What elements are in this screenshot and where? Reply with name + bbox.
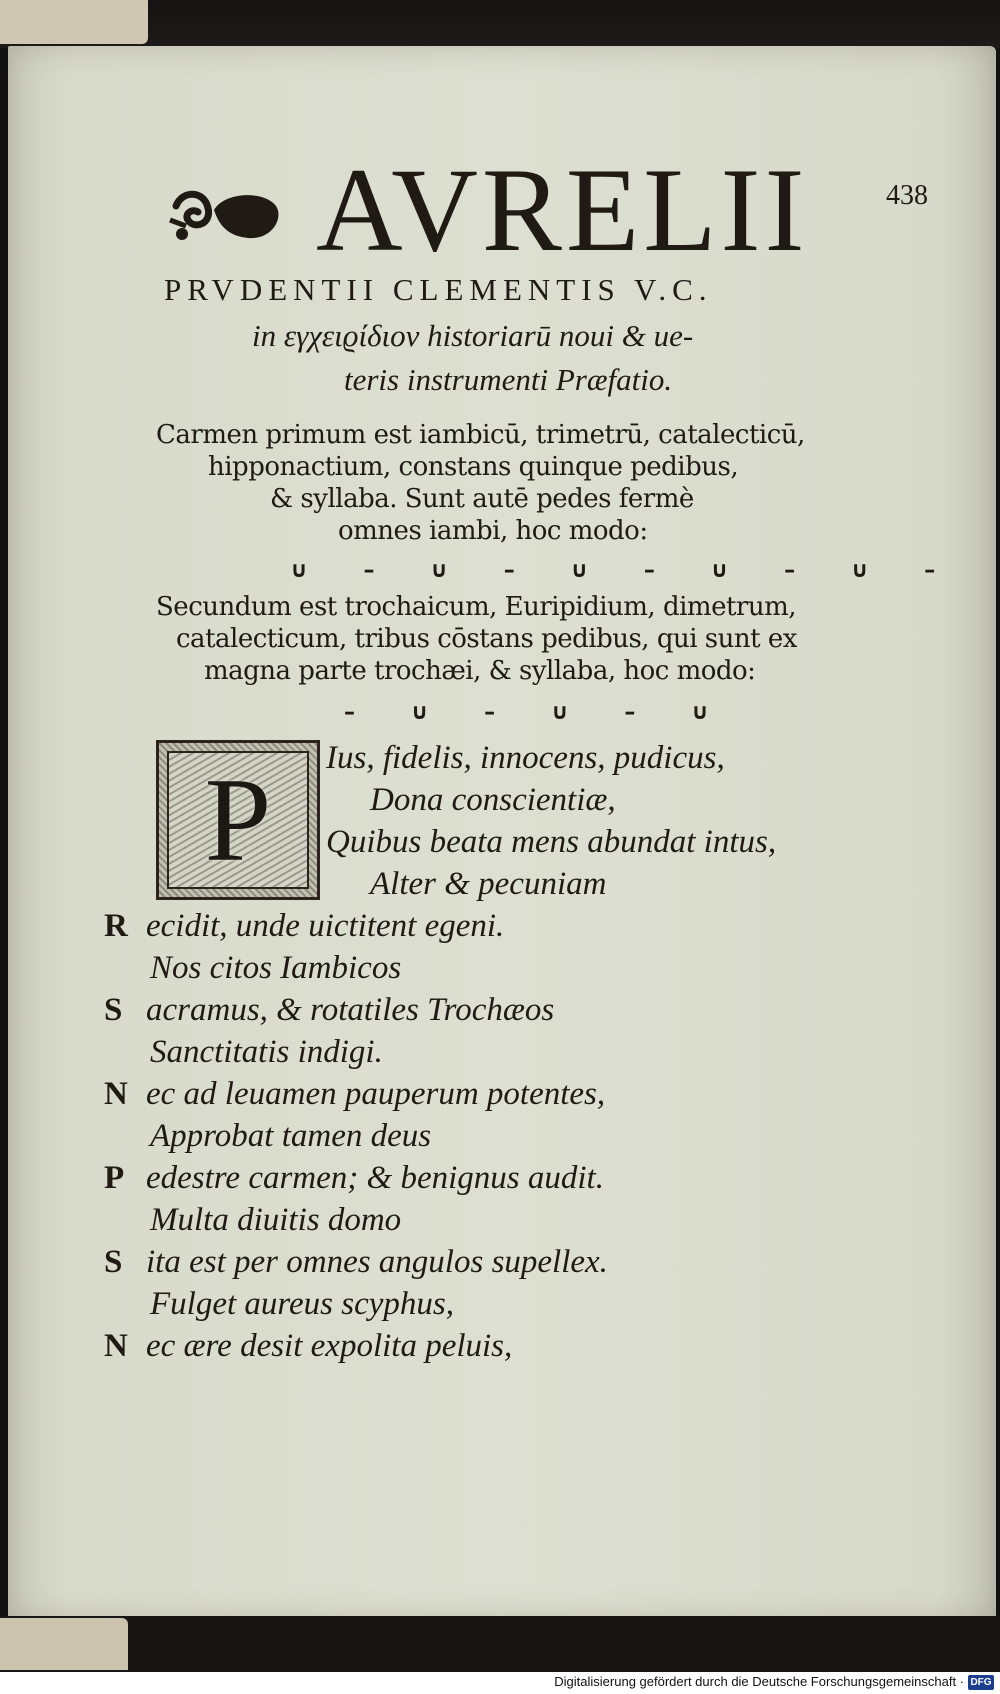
meter-description-line: Carmen primum est iambicū, trimetrū, catalecticū, [156,420,805,450]
book-page [8,46,996,1620]
verse-line: Alter & pecuniam [370,866,607,902]
funding-credit: Digitalisierung gefördert durch die Deutsche Forschungsgemeinschaft · [554,1674,964,1689]
verse-line: ecidit, unde uictitent egeni. [146,908,505,944]
verse-line: Sanctitatis indigi. [150,1034,383,1070]
meter-description-line: catalecticum, tribus cōstans pedibus, qui sunt ex [176,624,797,654]
book-binding-bottom [0,1616,1000,1672]
meter-scheme-trochaic: – ∪ – ∪ – ∪ [344,700,709,725]
title-author: PRVDENTII CLEMENTIS V.C. [164,272,713,307]
verse-line: edestre carmen; & benignus audit. [146,1160,604,1196]
title-subtitle-line2: teris instrumenti Præfatio. [344,362,673,397]
meter-description-line: Secundum est trochaicum, Euripidium, dimetrum, [156,592,796,622]
verse-line: ec ad leuamen pauperum potentes, [146,1076,606,1112]
verse-line: Nos citos Iambicos [150,950,402,986]
footer-bar [0,1672,1000,1694]
decorated-initial [156,740,320,900]
verse-line: Multa diuitis domo [150,1202,402,1238]
verse-marginal-capital: P [104,1160,125,1196]
verse-line: Ius, fidelis, innocens, pudicus, [326,740,725,776]
page-folio-number: 438 [886,180,928,211]
book-binding-top [0,0,1000,48]
page-edge-tab-top [0,0,148,44]
verse-line: Approbat tamen deus [150,1118,432,1154]
initial-letter: P [204,753,272,886]
page-edge-tab-bottom [0,1618,128,1670]
meter-description-line: & syllaba. Sunt autē pedes fermè [270,484,694,514]
verse-line: ec ære desit expolita peluis, [146,1328,513,1364]
meter-description-line: omnes iambi, hoc modo: [338,516,648,546]
verse-marginal-capital: N [104,1328,128,1364]
title-main: AVRELII [316,143,809,276]
title-subtitle-line1: in εγχειϱίδιον historiarū noui & ue- [252,318,694,353]
meter-description-line: magna parte trochæi, & syllaba, hoc modo: [204,656,756,686]
verse-line: Fulget aureus scyphus, [150,1286,454,1322]
initial-ornament-frame [167,751,309,889]
dfg-logo-icon: DFG [968,1675,994,1690]
verse-marginal-capital: S [104,992,123,1028]
verse-marginal-capital: N [104,1076,128,1112]
verse-line: ita est per omnes angulos supellex. [146,1244,608,1280]
verse-marginal-capital: R [104,908,128,944]
meter-description-line: hipponactium, constans quinque pedibus, [208,452,739,482]
verse-line: acramus, & rotatiles Trochæos [146,992,555,1028]
verse-marginal-capital: S [104,1244,123,1280]
fleuron-ornament-icon [168,180,288,250]
meter-scheme-iambic: ∪ – ∪ – ∪ – ∪ – ∪ – [290,558,936,583]
verse-line: Dona conscientiæ, [370,782,616,818]
verse-line: Quibus beata mens abundat intus, [326,824,777,860]
